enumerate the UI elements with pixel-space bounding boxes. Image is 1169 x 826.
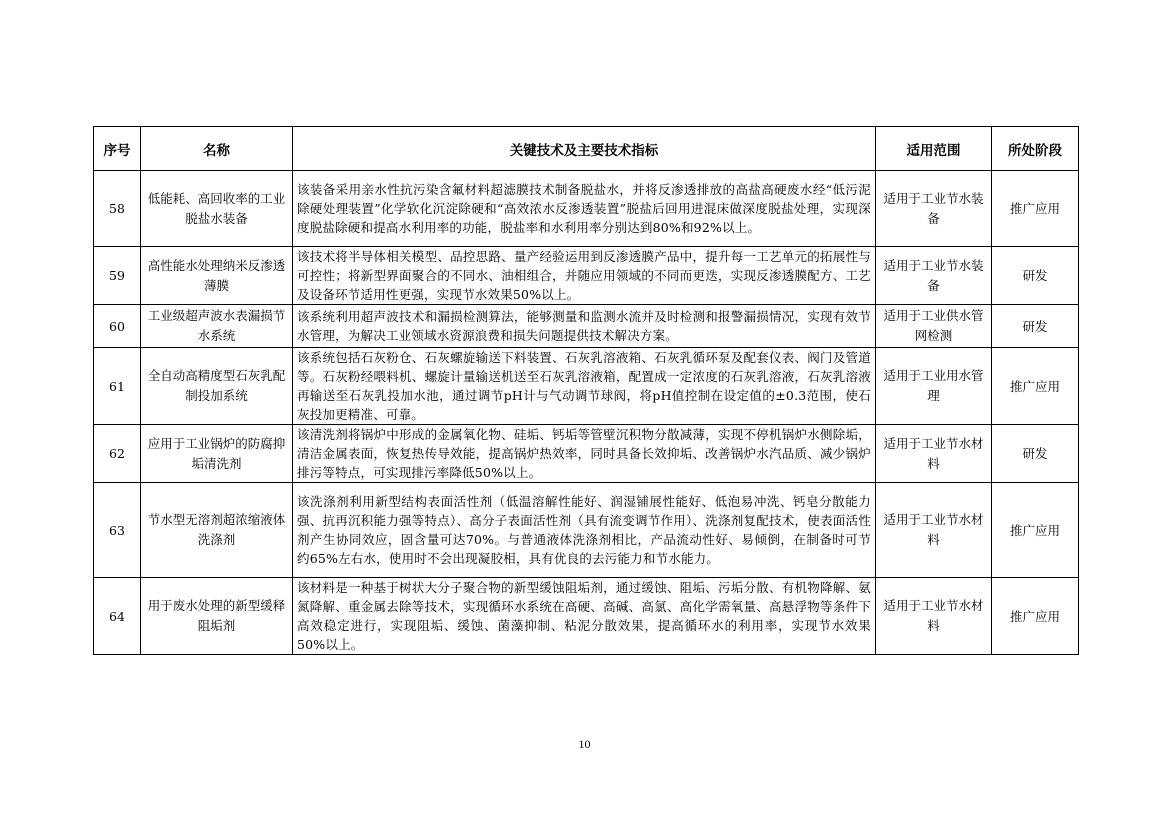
table-row: [94, 171, 1079, 247]
row-name: 用于废水处理的新型缓释阻垢剂: [141, 578, 293, 655]
row-description: 该装备采用亲水性抗污染含氟材料超滤膜技术制备脱盐水，并将反渗透排放的高盐高硬废水经“低污泥除硬处理装置”化学软化沉淀除硬和“高效浓水反渗透装置”脱盐后回用进混床做深度脱盐处理，实现深度脱盐除硬和提高水利用率的功能，脱盐率和水利用率分别达到80%和92%以上。: [293, 171, 876, 247]
table-row: [94, 578, 1079, 655]
page-number: 10: [578, 737, 591, 751]
table-row: [94, 305, 1079, 348]
row-number: 63: [94, 483, 141, 578]
header-name: 名称: [141, 127, 293, 171]
row-stage: 推广应用: [992, 578, 1079, 655]
row-name: 工业级超声波水表漏损节水系统: [141, 305, 293, 348]
table-row: [94, 247, 1079, 305]
row-stage: 推广应用: [992, 171, 1079, 247]
row-description: 该系统包括石灰粉仓、石灰螺旋输送下料装置、石灰乳溶液箱、石灰乳循环泵及配套仪表、阀门及管道等。石灰粉经喂料机、螺旋计量输送机送至石灰乳溶液箱，配置成一定浓度的石灰乳溶液，石灰乳溶液再输送至石灰乳投加水池，通过调节pH计与气动调节球阀，将pH值控制在设定值的±0.3范围，使石灰投加更精准、可靠。: [293, 348, 876, 425]
row-description: 该材料是一种基于树状大分子聚合物的新型缓蚀阻垢剂，通过缓蚀、阻垢、污垢分散、有机物降解、氨氮降解、重金属去除等技术，实现循环水系统在高硬、高碱、高氯、高化学需氧量、高悬浮物等条件下高效稳定进行，实现阻垢、缓蚀、菌藻抑制、粘泥分散效果，提高循环水的利用率，实现节水效果50%以上。: [293, 578, 876, 655]
row-stage: 推广应用: [992, 348, 1079, 425]
row-stage: 研发: [992, 305, 1079, 348]
row-scope: 适用于工业用水管理: [876, 348, 992, 425]
header-no: 序号: [94, 127, 141, 171]
table-row: [94, 348, 1079, 425]
row-stage: 研发: [992, 425, 1079, 483]
row-name: 高性能水处理纳米反渗透薄膜: [141, 247, 293, 305]
row-name: 应用于工业锅炉的防腐抑垢清洗剂: [141, 425, 293, 483]
row-description: 该清洗剂将锅炉中形成的金属氧化物、硅垢、钙垢等管壁沉积物分散减薄，实现不停机锅炉水侧除垢，清洁金属表面，恢复热传导效能，提高锅炉热效率，同时具备长效抑垢、改善锅炉水汽品质、减少锅炉排污等特点，可实现排污率降低50%以上。: [293, 425, 876, 483]
row-description: 该技术将半导体相关模型、品控思路、量产经验运用到反渗透膜产品中，提升每一工艺单元的拓展性与可控性；将新型界面聚合的不同水、油相组合，并随应用领域的不同而更迭，实现反渗透膜配方、工艺及设备环节适用性更强，实现节水效果50%以上。: [293, 247, 876, 305]
row-number: 58: [94, 171, 141, 247]
technology-table: [93, 126, 1079, 655]
row-number: 59: [94, 247, 141, 305]
row-number: 60: [94, 305, 141, 348]
row-scope: 适用于工业节水材料: [876, 578, 992, 655]
header-stage: 所处阶段: [992, 127, 1079, 171]
row-stage: 推广应用: [992, 483, 1079, 578]
row-number: 64: [94, 578, 141, 655]
row-description: 该洗涤剂利用新型结构表面活性剂（低温溶解性能好、润湿铺展性能好、低泡易冲洗、钙皂分散能力强、抗再沉积能力强等特点）、高分子表面活性剂（具有流变调节作用）、洗涤剂复配技术，使表面活性剂产生协同效应，固含量可达70%。与普通液体洗涤剂相比，产品流动性好、易倾倒，在制备时可节约65%左右水，使用时不会出现凝胶相，具有优良的去污能力和节水能力。: [293, 483, 876, 578]
row-number: 62: [94, 425, 141, 483]
row-number: 61: [94, 348, 141, 425]
row-scope: 适用于工业节水装备: [876, 171, 992, 247]
table-row: [94, 483, 1079, 578]
row-description: 该系统利用超声波技术和漏损检测算法，能够测量和监测水流并及时检测和报警漏损情况，实现有效节水管理，为解决工业领域水资源浪费和损失问题提供技术解决方案。: [293, 305, 876, 348]
row-name: 节水型无溶剂超浓缩液体洗涤剂: [141, 483, 293, 578]
row-name: 全自动高精度型石灰乳配制投加系统: [141, 348, 293, 425]
table-row: [94, 425, 1079, 483]
row-scope: 适用于工业节水材料: [876, 483, 992, 578]
header-key-tech: 关键技术及主要技术指标: [293, 127, 876, 171]
row-stage: 研发: [992, 247, 1079, 305]
table-header-row: [94, 127, 1079, 171]
row-scope: 适用于工业节水装备: [876, 247, 992, 305]
row-scope: 适用于工业节水材料: [876, 425, 992, 483]
row-name: 低能耗、高回收率的工业脱盐水装备: [141, 171, 293, 247]
row-scope: 适用于工业供水管网检测: [876, 305, 992, 348]
header-scope: 适用范围: [876, 127, 992, 171]
